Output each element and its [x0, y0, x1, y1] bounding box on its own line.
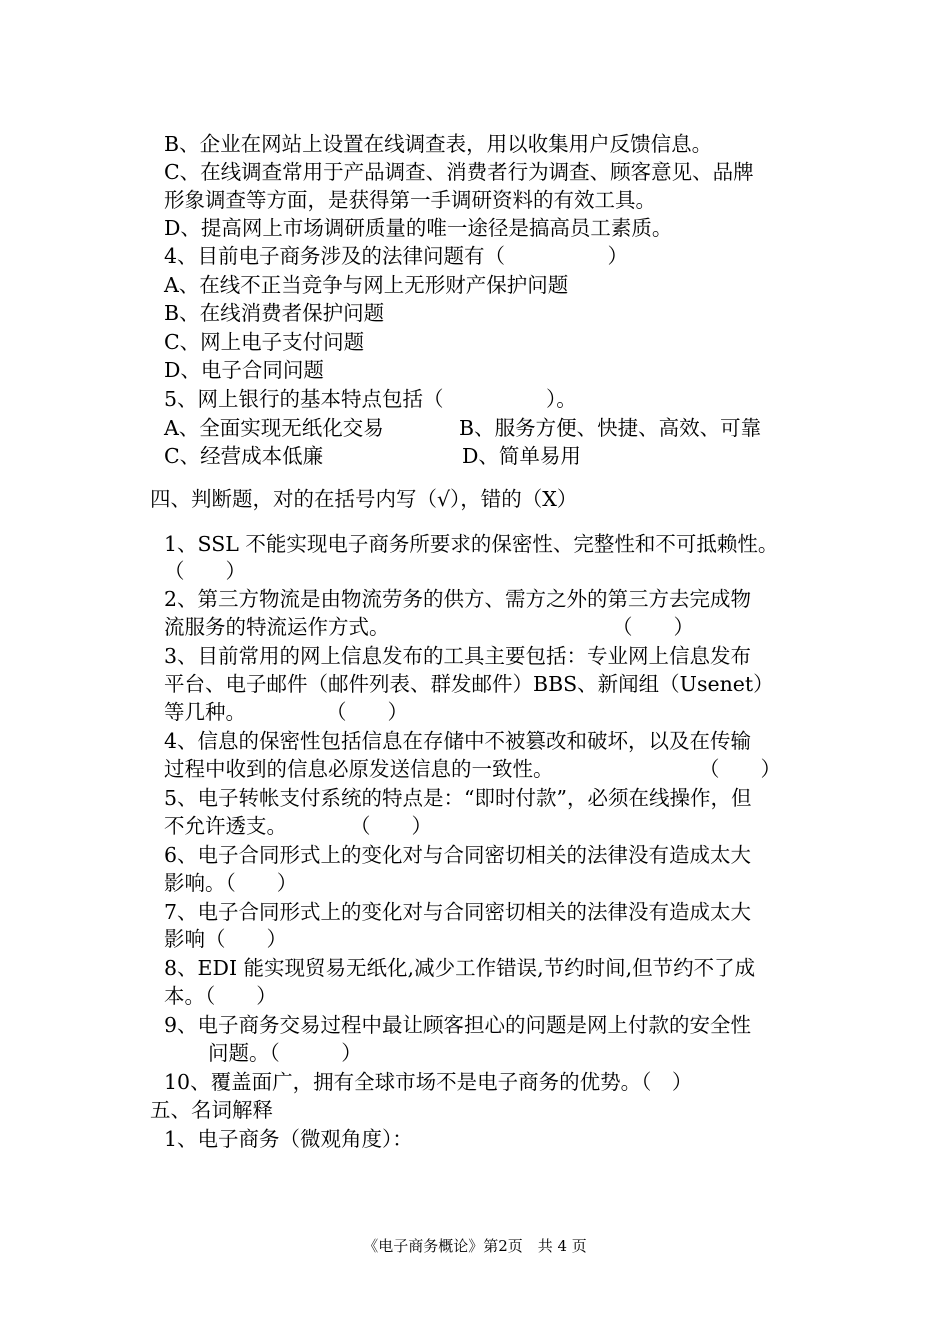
q3-option-d: D、提高网上市场调研质量的唯一途径是搞高员工素质。 [164, 216, 673, 240]
tf-item-3-text: 等几种。 [164, 700, 246, 724]
tf-item-10: 10、覆盖面广，拥有全球市场不是电子商务的优势。（ ） [164, 1070, 693, 1094]
q4-option-b: B、在线消费者保护问题 [164, 301, 385, 325]
tf-item-5-line2 [164, 812, 794, 840]
q4-option-c: C、网上电子支付问题 [164, 330, 365, 354]
q3-option-b: B、企业在网站上设置在线调查表，用以收集用户反馈信息。 [164, 132, 713, 156]
tf-item-1-line2: （ ） [164, 559, 246, 583]
tf-item-4-text: 过程中收到的信息必原发送信息的一致性。 [164, 757, 554, 781]
tf-item-3-line1: 3、目前常用的网上信息发布的工具主要包括：专业网上信息发布 [164, 644, 752, 668]
tf-item-5-answer-blank: （ ） [350, 814, 432, 838]
tf-item-5-line1: 5、电子转帐支付系统的特点是：“即时付款”，必须在线操作，但 [164, 786, 752, 810]
tf-item-9-line2: 问题。（ ） [208, 1041, 362, 1065]
tf-item-3-line2: 平台、电子邮件（邮件列表、群发邮件）BBS、新闻组（Usenet） [164, 672, 774, 696]
q5-option-d: D、简单易用 [462, 444, 581, 468]
q4-stem: 4、目前电子商务涉及的法律问题有（ ） [164, 244, 629, 268]
tf-item-2-line1: 2、第三方物流是由物流劳务的供方、需方之外的第三方去完成物 [164, 587, 752, 611]
tf-item-6-line1: 6、电子合同形式上的变化对与合同密切相关的法律没有造成太大 [164, 843, 752, 867]
q3-option-c-line1: C、在线调查常用于产品调查、消费者行为调查、顾客意见、品牌 [164, 160, 754, 184]
page-footer: 《电子商务概论》第2页 共 4 页 [363, 1237, 587, 1255]
q5-option-a: A、全面实现无纸化交易 [164, 416, 384, 440]
tf-item-7-line2: 影响（ ） [164, 927, 287, 951]
q4-option-a: A、在线不正当竞争与网上无形财产保护问题 [164, 273, 569, 297]
q5-option-c: C、经营成本低廉 [164, 444, 324, 468]
tf-item-2-answer-blank: （ ） [612, 615, 694, 639]
q4-option-d: D、电子合同问题 [164, 358, 324, 382]
term-1: 1、电子商务（微观角度）： [164, 1127, 413, 1151]
tf-item-3-line3 [164, 698, 794, 726]
tf-item-4-line1: 4、信息的保密性包括信息在存储中不被篡改和破坏，以及在传输 [164, 729, 752, 753]
q5-options-ab [164, 414, 794, 442]
tf-item-6-line2: 影响。（ ） [164, 871, 298, 895]
tf-item-8-line2: 本。（ ） [164, 984, 277, 1008]
q5-options-cd [164, 442, 794, 470]
section4-heading: 四、判断题，对的在括号内写（√），错的（X） [150, 487, 578, 511]
q3-option-c-line2: 形象调查等方面，是获得第一手调研资料的有效工具。 [164, 188, 656, 212]
tf-item-4-answer-blank: （ ） [699, 757, 781, 781]
tf-item-8-line1: 8、EDI 能实现贸易无纸化,减少工作错误,节约时间,但节约不了成 [164, 956, 756, 980]
tf-item-3-answer-blank: （ ） [326, 700, 408, 724]
tf-item-2-text: 流服务的特流运作方式。 [164, 615, 390, 639]
tf-item-1-line1: 1、SSL 不能实现电子商务所要求的保密性、完整性和不可抵赖性。 [164, 532, 779, 556]
tf-item-9-line1: 9、电子商务交易过程中最让顾客担心的问题是网上付款的安全性 [164, 1013, 752, 1037]
tf-item-5-text: 不允许透支。 [164, 814, 287, 838]
q5-stem: 5、网上银行的基本特点包括（ ）。 [164, 387, 577, 411]
section5-heading: 五、名词解释 [150, 1098, 273, 1122]
tf-item-7-line1: 7、电子合同形式上的变化对与合同密切相关的法律没有造成太大 [164, 900, 752, 924]
tf-item-2-line2 [164, 613, 794, 641]
tf-item-4-line2 [164, 755, 794, 783]
q5-option-b: B、服务方便、快捷、高效、可靠 [459, 416, 762, 440]
